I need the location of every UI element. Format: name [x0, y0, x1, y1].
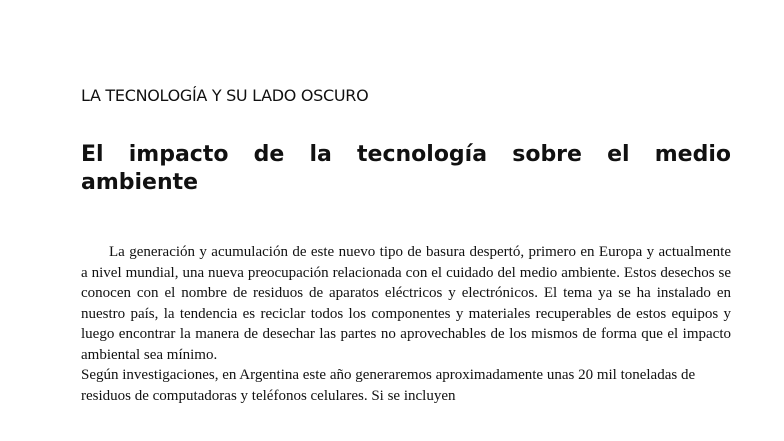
paragraph: Según investigaciones, en Argentina este año generaremos aproximadamente unas 20 mil toneladas de residuos de computadoras y teléfonos celulares. Si se incluyen: [81, 367, 696, 404]
page-title: El impacto de la tecnología sobre el medio ambiente: [81, 142, 731, 195]
paragraph: La generación y acumulación de este nuevo tipo de basura despertó, primero en Europa y actualmente a nivel mundial, una nueva preocupación relacionada con el cuidado del medio ambiente. Estos desechos se conocen con el nombre de residuos de aparatos eléctricos y electrónicos. El tema ya se ha instalado en nuestro país, la tendencia es reciclar todos los componentes y materiales recuperables de estos equipos y luego encontrar la manera de desechar las partes no aprovechables de los mismos de forma que el impacto ambiental sea mínimo.: [81, 244, 731, 363]
body-text: [81, 242, 731, 406]
section-label: LA TECNOLOGÍA Y SU LADO OSCURO: [81, 86, 369, 105]
